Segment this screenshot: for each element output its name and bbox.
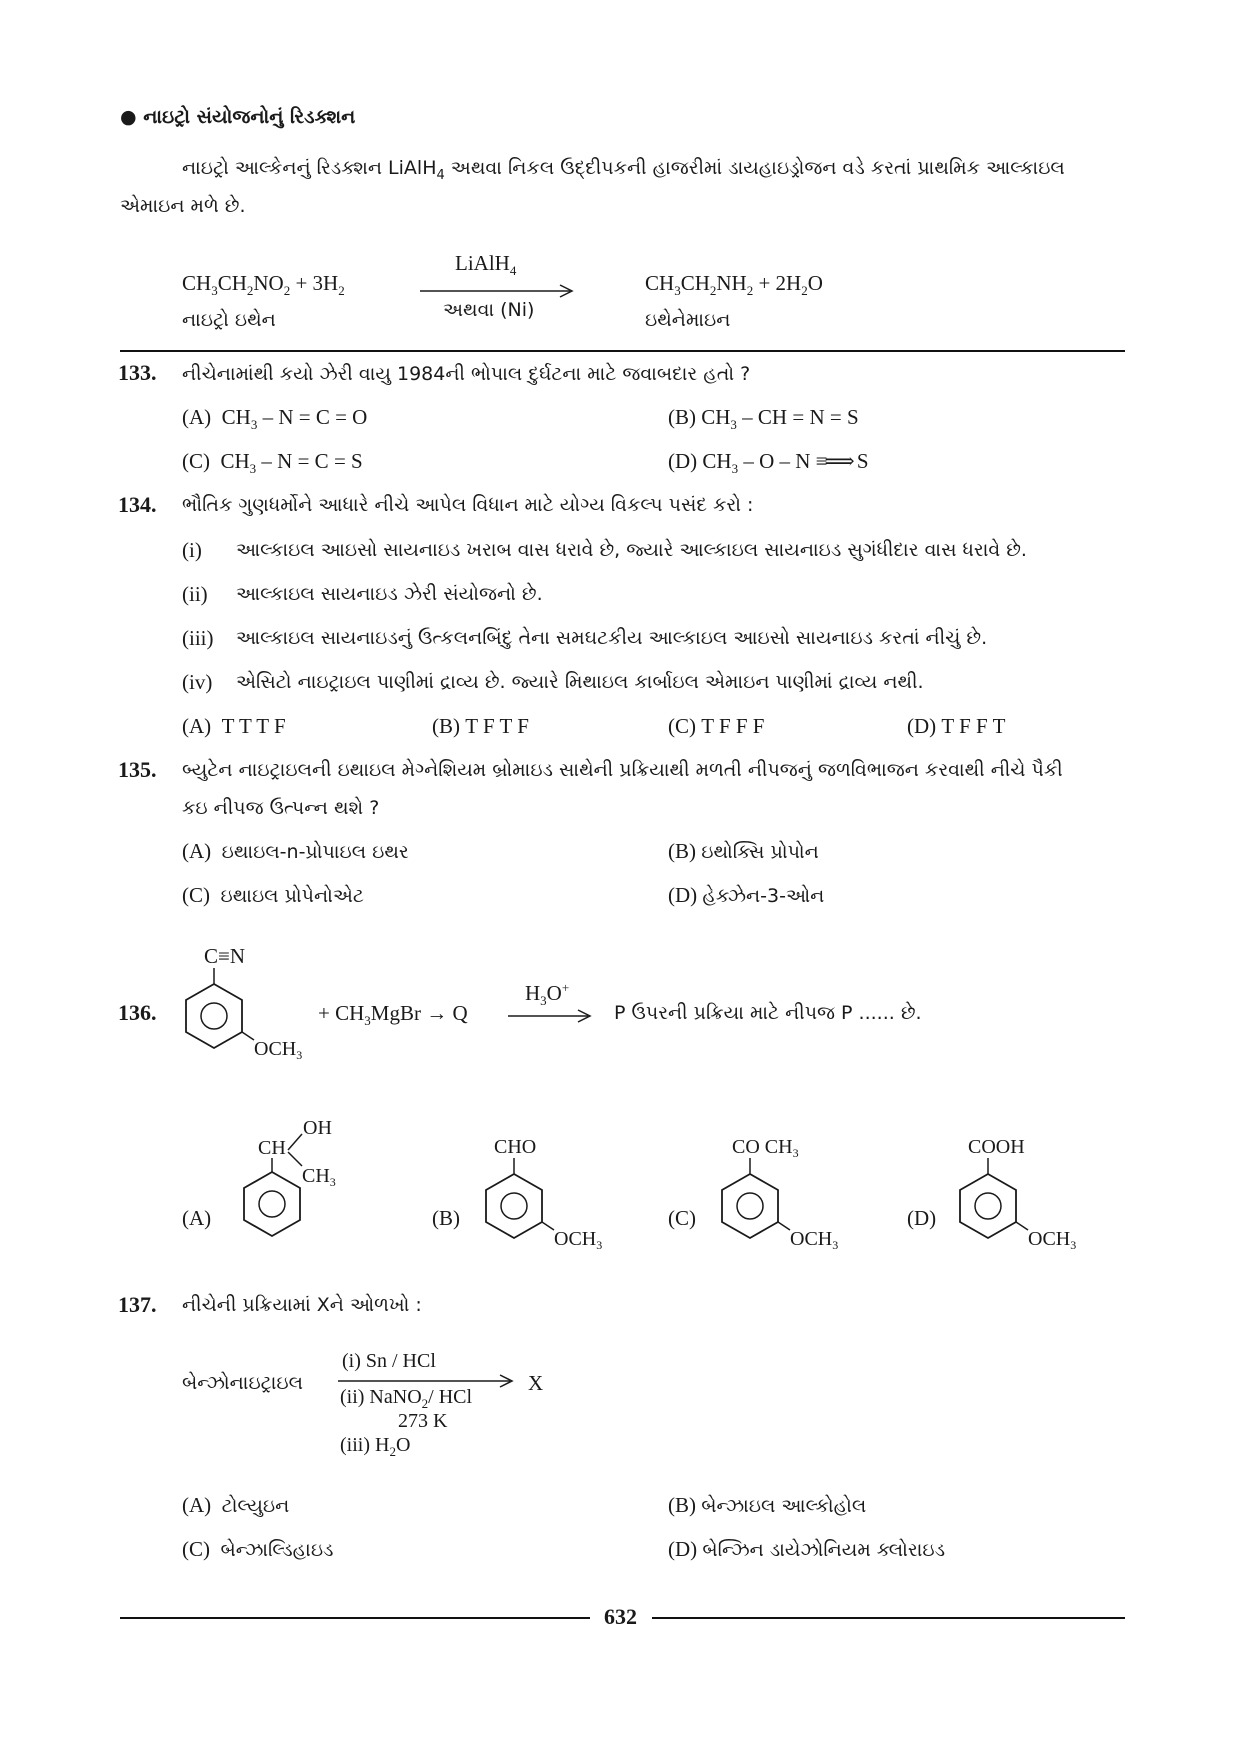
statement-label: (iv) (182, 670, 213, 694)
option-a-label: (A) (182, 1206, 212, 1230)
option-d: (D) હેક્ઝેન-3-ઓન (668, 883, 825, 907)
statement-text: આલ્કાઇલ સાયનાઇડનું ઉત્કલનબિંદુ તેના સમઘટકીય આલ્કાઇલ આઇસો સાયનાઇડ કરતાં નીચું છે. (236, 627, 988, 649)
svg-text:CO CH3: CO $CH_3$ (732, 1136, 799, 1160)
question-text-line1: બ્યુટેન નાઇટ્રાઇલની ઇથાઇલ મેગ્નેશિયમ બ્રોમાઇડ સાથેની પ્રક્રિયાથી મળતી નીપજનું જળવિભાજન કરવાથી નીચે પૈકી (182, 759, 1063, 781)
option-a: (A) ઇથાઇલ-n-પ્રોપાઇલ ઇથર (182, 839, 409, 863)
question-text: ભૌતિક ગુણધર્મોને આધારે નીચે આપેલ વિધાન માટે યોગ્ય વિકલ્પ પસંદ કરો : (182, 494, 754, 516)
question-text: નીચેની પ્રક્રિયામાં Xને ઓળખો : (182, 1294, 422, 1316)
question-text-line2: કઇ નીપજ ઉત્પન્ન થશે ? (182, 797, 380, 819)
statement-label: (i) (182, 538, 202, 562)
statement-label: (iii) (182, 626, 214, 650)
cho-label: CHO (494, 1136, 537, 1158)
section-divider (120, 350, 1125, 352)
svg-text:OCH3: $OCH_3$ (554, 1228, 603, 1252)
question-number: 133. (118, 360, 157, 385)
svg-text:OCH3: $OCH_3$ (790, 1228, 839, 1252)
option-c: (C) T F F F (668, 714, 765, 738)
option-c: (C) $CH_3 - N = C = S$ (182, 449, 363, 477)
option-c: (C) ઇથાઇલ પ્રોપેનોએટ (182, 883, 364, 907)
ch-label: CH (258, 1137, 286, 1159)
reaction-arrow (420, 284, 580, 298)
intro-paragraph-line1: નાઇટ્રો આલ્કેનનું રિડક્શન LiAlH$_4$ અથવા નિકલ ઉદ્દીપકની હાજરીમાં ડાયહાઇડ્રોજન વડે કરતાં પ્રાથમિક આલ્કાઇલ (182, 157, 1065, 183)
reaction-product: $CH_3CH_2NH_2 + 2H_2O$ (645, 271, 823, 299)
step-3: (iii) $H_2O$ (340, 1434, 411, 1459)
question-tail: P ઉપરની પ્રક્રિયા માટે નીપજ P ...... છે. (614, 1002, 922, 1024)
footer-rule-left (120, 1617, 590, 1619)
option-b-structure (470, 1130, 610, 1260)
option-c-label: (C) (668, 1206, 696, 1230)
option-a-structure (228, 1108, 358, 1258)
bullet: ● (120, 106, 137, 128)
heading-text: નાઇટ્રો સંયોજનોનું રિડક્શન (143, 106, 356, 128)
statement-text: આલ્કાઇલ સાયનાઇડ ઝેરી સંયોજનો છે. (236, 583, 543, 605)
footer-rule-right (652, 1617, 1125, 1619)
option-d-structure (944, 1130, 1084, 1260)
step-1: (i) Sn / HCl (342, 1350, 436, 1372)
reaction-reagent-top: LiAlH$_4$ (455, 251, 517, 279)
reagent-text: + $CH_3MgBr \to Q$ (318, 1001, 468, 1029)
option-a: (A) ટોલ્યુઇન (182, 1493, 290, 1517)
arrow-label: $H_3O^+$ (525, 980, 570, 1009)
statement-text: આલ્કાઇલ આઇસો સાયનાઇડ ખરાબ વાસ ધરાવે છે, જ્યારે આલ્કાઇલ સાયનાઇડ સુગંધીદાર વાસ ધરાવે છે. (236, 539, 1027, 561)
intro-paragraph-line2: એમાઇન મળે છે. (120, 195, 246, 217)
svg-text:CH3: $CH_3$ (302, 1165, 336, 1189)
reactant-name: બેન્ઝોનાઇટ્રાઇલ (182, 1372, 303, 1394)
reaction-product-name: ઇથેનેમાઇન (645, 309, 731, 331)
question-number: 135. (118, 757, 157, 782)
oh-label: OH (303, 1117, 332, 1139)
svg-text:OCH3: $OCH_3$ (1028, 1228, 1077, 1252)
option-a: (A) $CH_3 - N = C = O$ (182, 405, 368, 433)
option-a: (A) T T T F (182, 714, 286, 738)
statement-label: (ii) (182, 582, 208, 606)
option-c-structure (706, 1130, 846, 1260)
question-text: નીચેનામાંથી કયો ઝેરી વાયુ 1984ની ભોપાલ દુર્ઘટના માટે જવાબદાર હતો ? (182, 363, 751, 385)
svg-text:OCH3: $OCH_3$ (254, 1038, 303, 1062)
reaction-reactant: $CH_3CH_2NO_2 + 3H_2$ (182, 271, 345, 299)
question-number: 136. (118, 1000, 157, 1025)
question-number: 137. (118, 1292, 157, 1317)
reaction-arrow (508, 1009, 598, 1023)
statement-text: એસિટો નાઇટ્રાઇલ પાણીમાં દ્રાવ્ય છે. જ્યારે મિથાઇલ કાર્બાઇલ એમાઇન પાણીમાં દ્રાવ્ય નથી. (236, 671, 924, 693)
reaction-reagent-bottom: અથવા (Ni) (443, 299, 535, 321)
option-b: (B) T F T F (432, 714, 529, 738)
step-temp: 273 K (398, 1410, 448, 1432)
reaction-reactant-name: નાઇટ્રો ઇથેન (182, 309, 276, 331)
cooh-label: COOH (968, 1136, 1025, 1158)
step-2: (ii) NaNO$_2$/ HCl (340, 1386, 473, 1411)
option-b: (B) બેન્ઝાઇલ આલ્કોહોલ (668, 1493, 867, 1517)
product-x: X (528, 1371, 544, 1395)
option-d: (D) બેન્ઝિન ડાયેઝોનિયમ ક્લોરાઇડ (668, 1537, 945, 1561)
option-b: (B) ઇથોક્સિ પ્રોપોન (668, 839, 819, 863)
option-b: (B) $CH_3$ – CH = N = S (668, 405, 859, 433)
option-d: (D) T F F T (907, 714, 1006, 738)
option-c: (C) બેન્ઝાલ્ડિહાઇડ (182, 1537, 334, 1561)
option-b-label: (B) (432, 1206, 460, 1230)
nitrile-label: C≡N (204, 944, 246, 968)
section-heading (120, 104, 355, 130)
benzonitrile-structure (170, 940, 320, 1070)
page-number: 632 (604, 1604, 637, 1629)
question-number: 134. (118, 492, 157, 517)
option-d-label: (D) (907, 1206, 937, 1230)
option-d: (D) $CH_3$ – O – N ≡⟹ S (668, 449, 869, 477)
